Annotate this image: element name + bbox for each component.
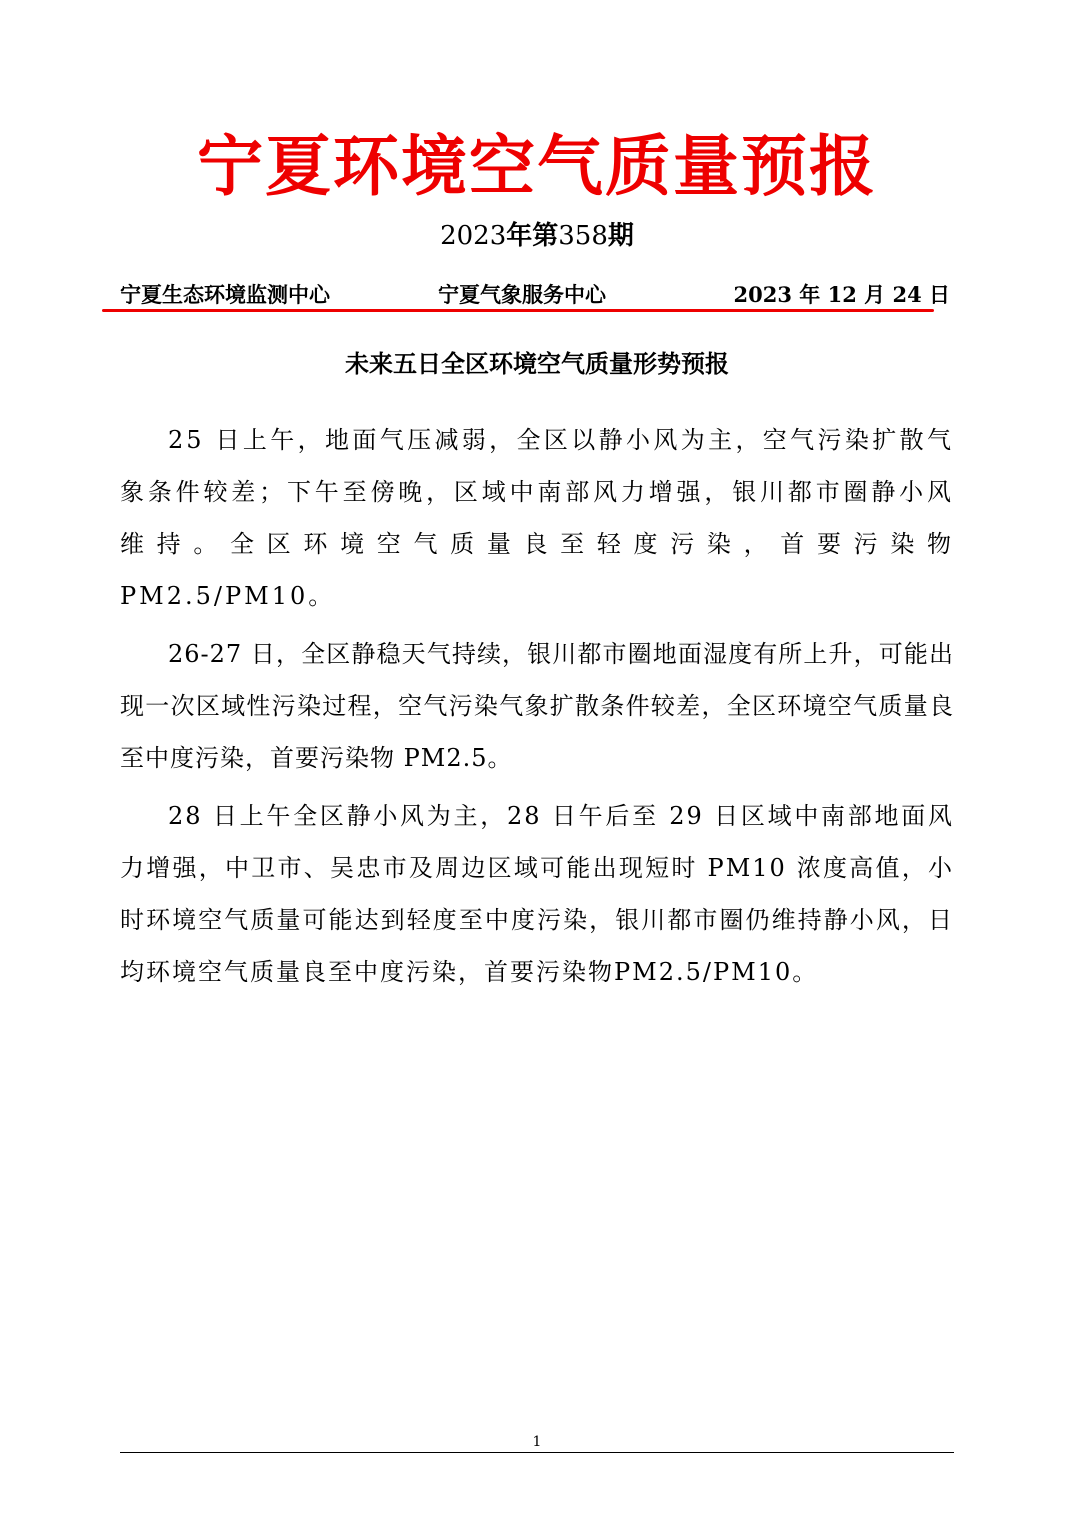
issue-line: [0, 216, 1074, 256]
red-divider: [102, 309, 934, 312]
issue-end: 期: [607, 221, 634, 251]
footer-divider: [120, 1452, 954, 1453]
issuer-row: [120, 280, 950, 312]
issue-year: 2023: [440, 221, 507, 251]
issue-number: 358: [558, 221, 608, 251]
issuer-environment-center: 宁夏生态环境监测中心: [120, 282, 330, 307]
masthead-title: 宁夏环境空气质量预报: [197, 127, 877, 205]
issue-mid: 年第: [506, 221, 559, 251]
page-number: 1: [532, 1434, 542, 1450]
section-title: 未来五日全区环境空气质量形势预报: [345, 349, 729, 378]
forecast-paragraph-25: 25 日上午，地面气压减弱，全区以静小风为主，空气污染扩散气象条件较差；下午至傍晚，区域中南部风力增强，银川都市圈静小风维持。全区环境空气质量良至轻度污染，首要污染物PM2.5/PM10。: [120, 426, 954, 610]
forecast-paragraph-28-29: 28 日上午全区静小风为主，28 日午后至 29 日区域中南部地面风力增强，中卫市、吴忠市及周边区域可能出现短时 PM10 浓度高值，小时环境空气质量可能达到轻度至中度污染，银川都市圈仍维持静小风，日均环境空气质量良至中度污染，首要污染物PM2.5/PM10。: [120, 802, 954, 986]
forecast-body: [120, 414, 954, 1004]
issue-date: 2023 年 12 月 24 日: [733, 282, 950, 307]
issuer-meteorology-center: 宁夏气象服务中心: [438, 282, 606, 307]
forecast-paragraph-26-27: 26-27 日，全区静稳天气持续，银川都市圈地面湿度有所上升，可能出现一次区域性污染过程，空气污染气象扩散条件较差，全区环境空气质量良至中度污染，首要污染物 PM2.5。: [120, 640, 954, 772]
